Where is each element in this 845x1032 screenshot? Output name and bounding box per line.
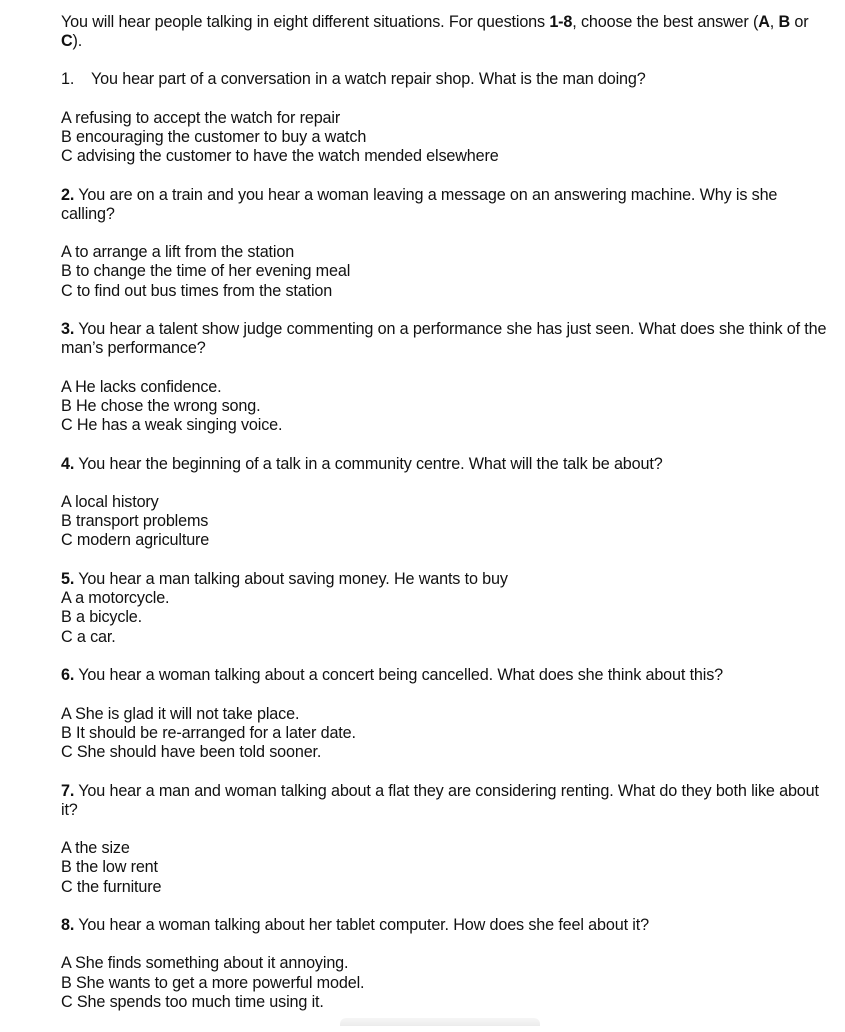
answer-option-b[interactable]: B It should be re-arranged for a later date. bbox=[61, 723, 356, 742]
question-stem bbox=[61, 782, 831, 820]
question-2 bbox=[61, 186, 831, 301]
answer-option-c[interactable]: C He has a weak singing voice. bbox=[61, 416, 283, 435]
instructions-text: You will hear people talking in eight different situations. For questions bbox=[61, 13, 550, 31]
document-page bbox=[61, 13, 831, 1032]
answer-options bbox=[61, 839, 831, 897]
question-number: 5. bbox=[61, 570, 75, 589]
separator: , bbox=[769, 13, 779, 31]
bottom-scroll-indicator bbox=[340, 1018, 540, 1026]
question-text: You hear a man and woman talking about a flat they are considering renting. What do they both like about it? bbox=[61, 781, 819, 819]
option-letter-b: B bbox=[778, 13, 791, 31]
question-number: 1. bbox=[61, 70, 75, 89]
answer-option-b[interactable]: B She wants to get a more powerful model. bbox=[61, 973, 365, 992]
instructions-text: , choose the best answer ( bbox=[572, 13, 759, 31]
instructions-text: ). bbox=[72, 32, 83, 51]
answer-option-b[interactable]: B He chose the wrong song. bbox=[61, 396, 261, 415]
question-text: You hear a woman talking about a concert being cancelled. What does she think about this? bbox=[74, 666, 724, 685]
answer-option-c[interactable]: C She spends too much time using it. bbox=[61, 992, 324, 1011]
answer-options bbox=[61, 705, 831, 763]
answer-option-c[interactable]: C a car. bbox=[61, 627, 116, 646]
question-range: 1-8 bbox=[549, 13, 573, 31]
answer-option-a[interactable]: A She finds something about it annoying. bbox=[61, 954, 349, 973]
question-text: You are on a train and you hear a woman leaving a message on an answering machine. Why is she calling? bbox=[61, 185, 778, 223]
question-number: 3. bbox=[61, 320, 75, 339]
option-letter-a: A bbox=[758, 13, 770, 31]
answer-option-c[interactable]: C advising the customer to have the watch mended elsewhere bbox=[61, 147, 499, 166]
answer-option-b[interactable]: B transport problems bbox=[61, 512, 209, 531]
question-stem bbox=[61, 666, 831, 685]
question-number: 8. bbox=[61, 916, 75, 935]
answer-options bbox=[61, 493, 831, 551]
question-text: You hear a man talking about saving money. He wants to buy bbox=[74, 570, 508, 589]
question-5 bbox=[61, 570, 831, 647]
question-stem bbox=[61, 70, 831, 89]
answer-option-c[interactable]: C She should have been told sooner. bbox=[61, 742, 322, 761]
question-stem bbox=[61, 455, 831, 474]
question-stem bbox=[61, 916, 831, 935]
answer-option-a[interactable]: A the size bbox=[61, 839, 130, 858]
question-stem bbox=[61, 570, 831, 589]
question-number: 2. bbox=[61, 185, 75, 204]
question-number: 4. bbox=[61, 454, 75, 473]
answer-option-b[interactable]: B encouraging the customer to buy a watch bbox=[61, 127, 367, 146]
answer-option-a[interactable]: A a motorcycle. bbox=[61, 589, 170, 608]
answer-option-b[interactable]: B to change the time of her evening meal bbox=[61, 262, 351, 281]
answer-option-a[interactable]: A local history bbox=[61, 492, 159, 511]
question-stem bbox=[61, 320, 831, 358]
instructions bbox=[61, 13, 831, 51]
answer-option-a[interactable]: A He lacks confidence. bbox=[61, 377, 222, 396]
question-number: 7. bbox=[61, 781, 75, 800]
answer-option-a[interactable]: A to arrange a lift from the station bbox=[61, 243, 295, 262]
answer-option-b[interactable]: B a bicycle. bbox=[61, 608, 142, 627]
question-text: You hear a woman talking about her tablet computer. How does she feel about it? bbox=[74, 916, 649, 935]
question-6 bbox=[61, 666, 831, 762]
answer-options bbox=[61, 378, 831, 436]
answer-option-b[interactable]: B the low rent bbox=[61, 858, 158, 877]
answer-options bbox=[61, 589, 831, 647]
question-7 bbox=[61, 782, 831, 897]
answer-options bbox=[61, 109, 831, 167]
answer-option-c[interactable]: C to find out bus times from the station bbox=[61, 281, 333, 300]
question-text: You hear the beginning of a talk in a community centre. What will the talk be about? bbox=[74, 454, 663, 473]
question-3 bbox=[61, 320, 831, 435]
question-number: 6. bbox=[61, 666, 75, 685]
answer-option-a[interactable]: A refusing to accept the watch for repair bbox=[61, 108, 341, 127]
question-8 bbox=[61, 916, 831, 1012]
question-1 bbox=[61, 70, 831, 166]
question-text: You hear a talent show judge commenting on a performance she has just seen. What does she think of the man’s performance? bbox=[61, 320, 827, 358]
question-4 bbox=[61, 455, 831, 551]
answer-options bbox=[61, 243, 831, 301]
question-text: You hear part of a conversation in a watch repair shop. What is the man doing? bbox=[91, 70, 646, 89]
answer-option-c[interactable]: C the furniture bbox=[61, 877, 162, 896]
question-stem bbox=[61, 186, 831, 224]
answer-option-c[interactable]: C modern agriculture bbox=[61, 531, 210, 550]
answer-options bbox=[61, 954, 831, 1012]
separator: or bbox=[790, 13, 809, 31]
answer-option-a[interactable]: A She is glad it will not take place. bbox=[61, 704, 300, 723]
option-letter-c: C bbox=[61, 32, 73, 51]
